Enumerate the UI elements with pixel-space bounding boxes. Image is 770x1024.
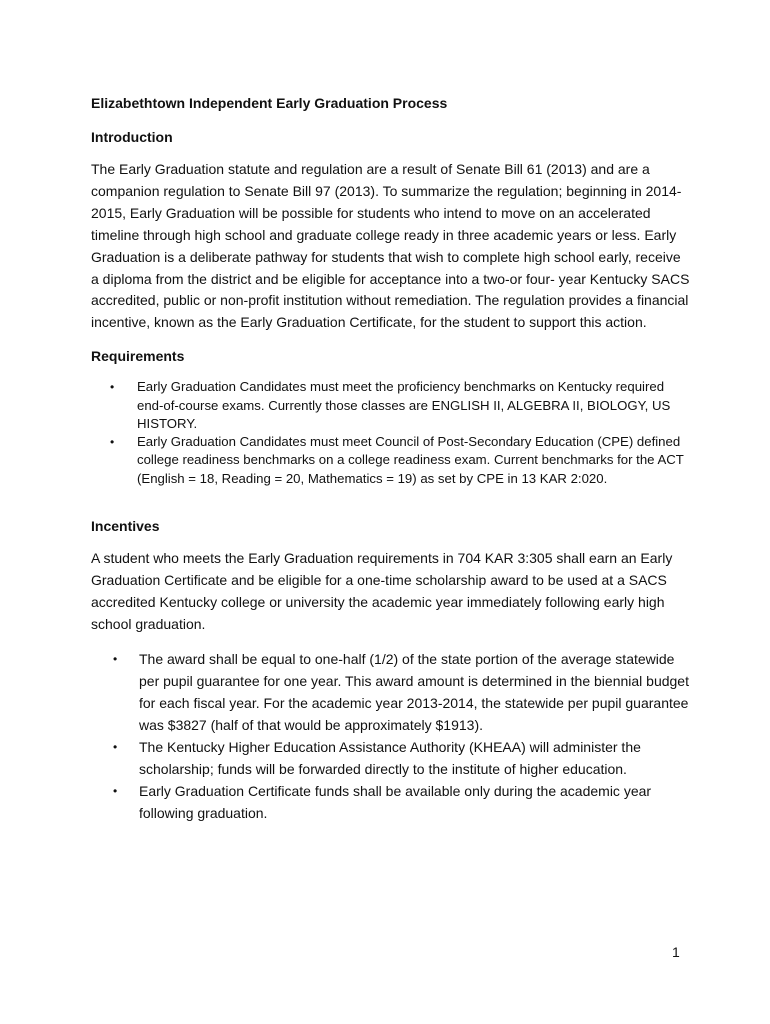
incentives-heading: Incentives: [91, 518, 160, 535]
incentive-text: The award shall be equal to one-half (1/2) of the state portion of the average statewide per pupil guarantee for one year. This award amount is determined in the biennial budget for each fiscal year. For the academic year 2013-2014, the statewide per pupil guarantee was $3827 (half of that would be approximately $1913).: [139, 650, 689, 733]
bullet-icon: •: [110, 435, 115, 450]
introduction-paragraph: The Early Graduation statute and regulation are a result of Senate Bill 61 (2013) and are a companion regulation to Senate Bill 97 (2013). To summarize the regulation; beginning in 2014-2015, Early Graduation will be possible for students who intend to move on an accelerated timeline through high school and graduate college ready in three academic years or less. Early Graduation is a deliberate pathway for students that wish to complete high school early, receive a diploma from the district and be eligible for acceptance into a two-or four- year Kentucky SACS accredited, public or non-profit institution without remediation. The regulation provides a financial incentive, known as the Early Graduation Certificate, for the student to support this action.: [91, 161, 690, 331]
document-title: Elizabethtown Independent Early Graduation Process: [91, 95, 448, 111]
page-number: 1: [672, 944, 680, 960]
requirement-text: Early Graduation Candidates must meet Council of Post-Secondary Education (CPE) defined college readiness benchmarks on a college readiness exam. Current benchmarks for the ACT (English = 18, Reading = 20, Mathematics = 19) as set by CPE in 13 KAR 2:020.: [137, 434, 684, 486]
introduction-heading: Introduction: [91, 129, 173, 145]
requirement-item: [91, 433, 691, 488]
requirements-list: [91, 378, 691, 488]
document-body: [91, 93, 691, 824]
incentive-text: Early Graduation Certificate funds shall be available only during the academic year following graduation.: [139, 782, 652, 821]
bullet-icon: •: [113, 739, 118, 754]
bullet-icon: •: [113, 651, 118, 666]
incentives-list: [91, 648, 691, 824]
bullet-icon: •: [110, 380, 115, 395]
requirement-item: [91, 378, 691, 433]
incentive-item: [91, 648, 691, 736]
requirement-text: Early Graduation Candidates must meet the proficiency benchmarks on Kentucky required end-of-course exams. Currently those classes are ENGLISH II, ALGEBRA II, BIOLOGY, US HISTORY.: [137, 379, 671, 431]
bullet-icon: •: [113, 783, 118, 798]
incentive-item: [91, 780, 691, 824]
incentives-paragraph: A student who meets the Early Graduation requirements in 704 KAR 3:305 shall earn an Early Graduation Certificate and be eligible for a one-time scholarship award to be used at a SACS accredited Kentucky college or university the academic year immediately following early high school graduation.: [91, 550, 673, 632]
incentive-item: [91, 736, 691, 780]
requirements-heading: Requirements: [91, 348, 185, 365]
incentive-text: The Kentucky Higher Education Assistance Authority (KHEAA) will administer the scholarship; funds will be forwarded directly to the institute of higher education.: [139, 738, 641, 777]
